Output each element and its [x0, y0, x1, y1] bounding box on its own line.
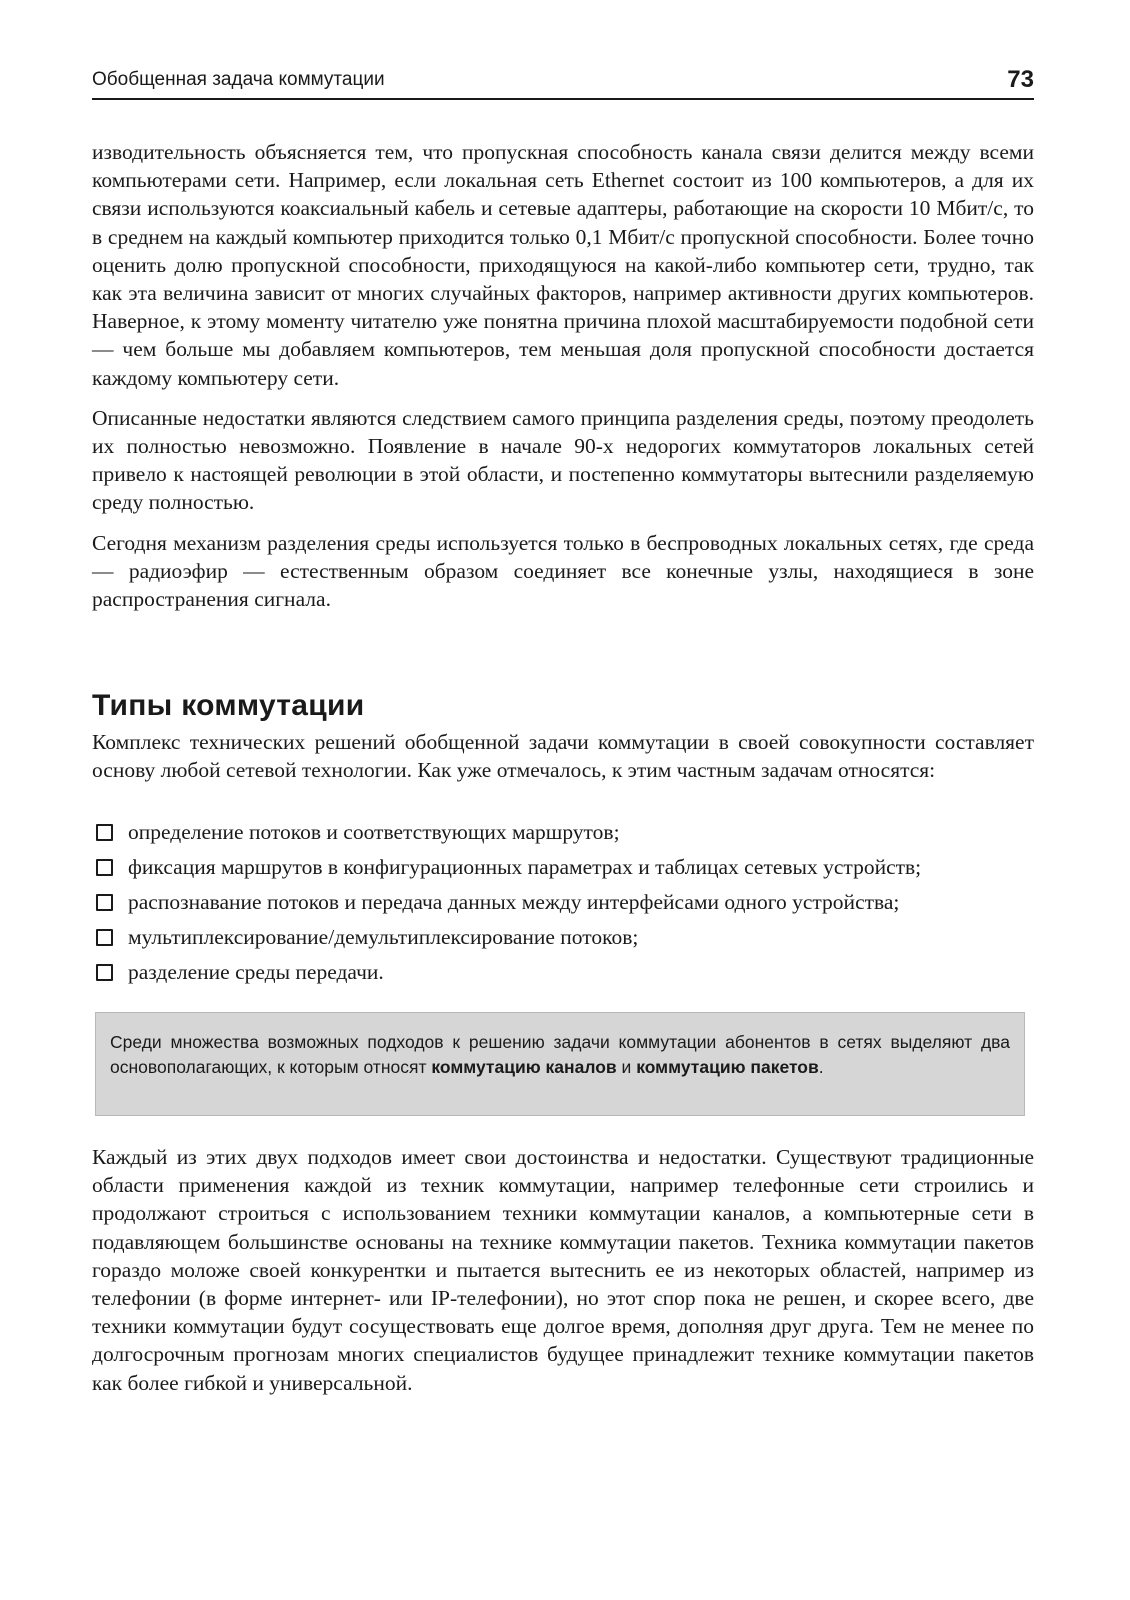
task-list-block: [92, 818, 1034, 993]
list-item: [92, 958, 1034, 993]
callout-term-circuit-switching: коммутацию каналов: [431, 1057, 617, 1077]
list-item: [92, 818, 1034, 853]
callout-period: .: [818, 1057, 824, 1077]
checkbox-bullet-icon: [96, 929, 113, 946]
list-item-text: мультиплексирование/демультиплексирование потоков;: [128, 925, 639, 949]
section-lead: [92, 728, 1034, 796]
closing-text: [92, 1143, 1034, 1409]
checkbox-bullet-icon: [96, 964, 113, 981]
list-item: [92, 888, 1034, 923]
checkbox-bullet-icon: [96, 859, 113, 876]
paragraph-shortcomings: Описанные недостатки являются следствием самого принципа разделения среды, поэтому преодолеть их полностью невозможно. Появление в начале 90-х недорогих коммутаторов локальных сетей привело к настоящей революции в этой области, и постепенно коммутаторы вытеснили разделяемую среду полностью.: [92, 405, 1034, 515]
definition-callout: [95, 1012, 1025, 1116]
list-item-text: определение потоков и соответствующих маршрутов;: [128, 820, 620, 844]
page-number: 73: [1007, 66, 1034, 93]
list-item-text: разделение среды передачи.: [128, 960, 384, 984]
paragraph-wireless: Сегодня механизм разделения среды используется только в беспроводных локальных сетях, где среда — радиоэфир — естественным образом соединяет все конечные узлы, находящиеся в зоне распространения сигнала.: [92, 530, 1034, 612]
intro-text: [92, 138, 1034, 625]
callout-conjunction: и: [616, 1057, 637, 1077]
paragraph-lead: Комплекс технических решений обобщенной задачи коммутации в своей совокупности составляет основу любой сетевой технологии. Как уже отмечалось, к этим частным задачам относятся:: [92, 730, 1034, 783]
checkbox-bullet-icon: [96, 824, 113, 841]
callout-text: Среди множества возможных подходов к решению задачи коммутации абонентов в сетях выделяют два основополагающих, к которым относят: [110, 1032, 1010, 1077]
running-title: Обобщенная задача коммутации: [92, 69, 385, 90]
checkbox-bullet-icon: [96, 894, 113, 911]
section-heading: Типы коммутации: [92, 689, 365, 722]
task-list: [92, 818, 1034, 993]
list-item-text: фиксация маршрутов в конфигурационных параметрах и таблицах сетевых устройств;: [128, 855, 922, 879]
running-header: [92, 62, 1034, 100]
callout-term-packet-switching: коммутацию пакетов: [636, 1057, 819, 1077]
list-item: [92, 853, 1034, 888]
list-item-text: распознавание потоков и передача данных между интерфейсами одного устройства;: [128, 890, 900, 914]
paragraph-closing: Каждый из этих двух подходов имеет свои достоинства и недостатки. Существуют традиционные области применения каждой из техник коммутации, например телефонные сети строились и продолжают строиться с использованием техники коммутации каналов, а компьютерные сети в подавляющем большинстве основаны на технике коммутации пакетов. Техника коммутации пакетов гораздо моложе своей конкурентки и пытается вытеснить ее из некоторых областей, например из телефонии (в форме интернет- или IP-телефонии), но этот спор пока не решен, и скорее всего, две техники коммутации будут сосуществовать еще долгое время, дополняя друг друга. Тем не менее по долгосрочным прогнозам многих специалистов будущее принадлежит технике коммутации пакетов как более гибкой и универсальной.: [92, 1145, 1034, 1395]
paragraph-throughput: изводительность объясняется тем, что пропускная способность канала связи делится между всеми компьютерами сети. Например, если локальная сеть Ethernet состоит из 100 компьютеров, а для их связи используются коаксиальный кабель и сетевые адаптеры, работающие на скорости 10 Мбит/с, то в среднем на каждый компьютер приходится только 0,1 Мбит/с пропускной способности. Более точно оценить долю пропускной способности, приходящуюся на какой-либо компьютер сети, трудно, так как эта величина зависит от многих случайных факторов, например активности других компьютеров. Наверное, к этому моменту читателю уже понятна причина плохой масштабируемости подобной сети — чем больше мы добавляем компьютеров, тем меньшая доля пропускной способности достается каждому компьютеру сети.: [92, 140, 1034, 390]
list-item: [92, 923, 1034, 958]
